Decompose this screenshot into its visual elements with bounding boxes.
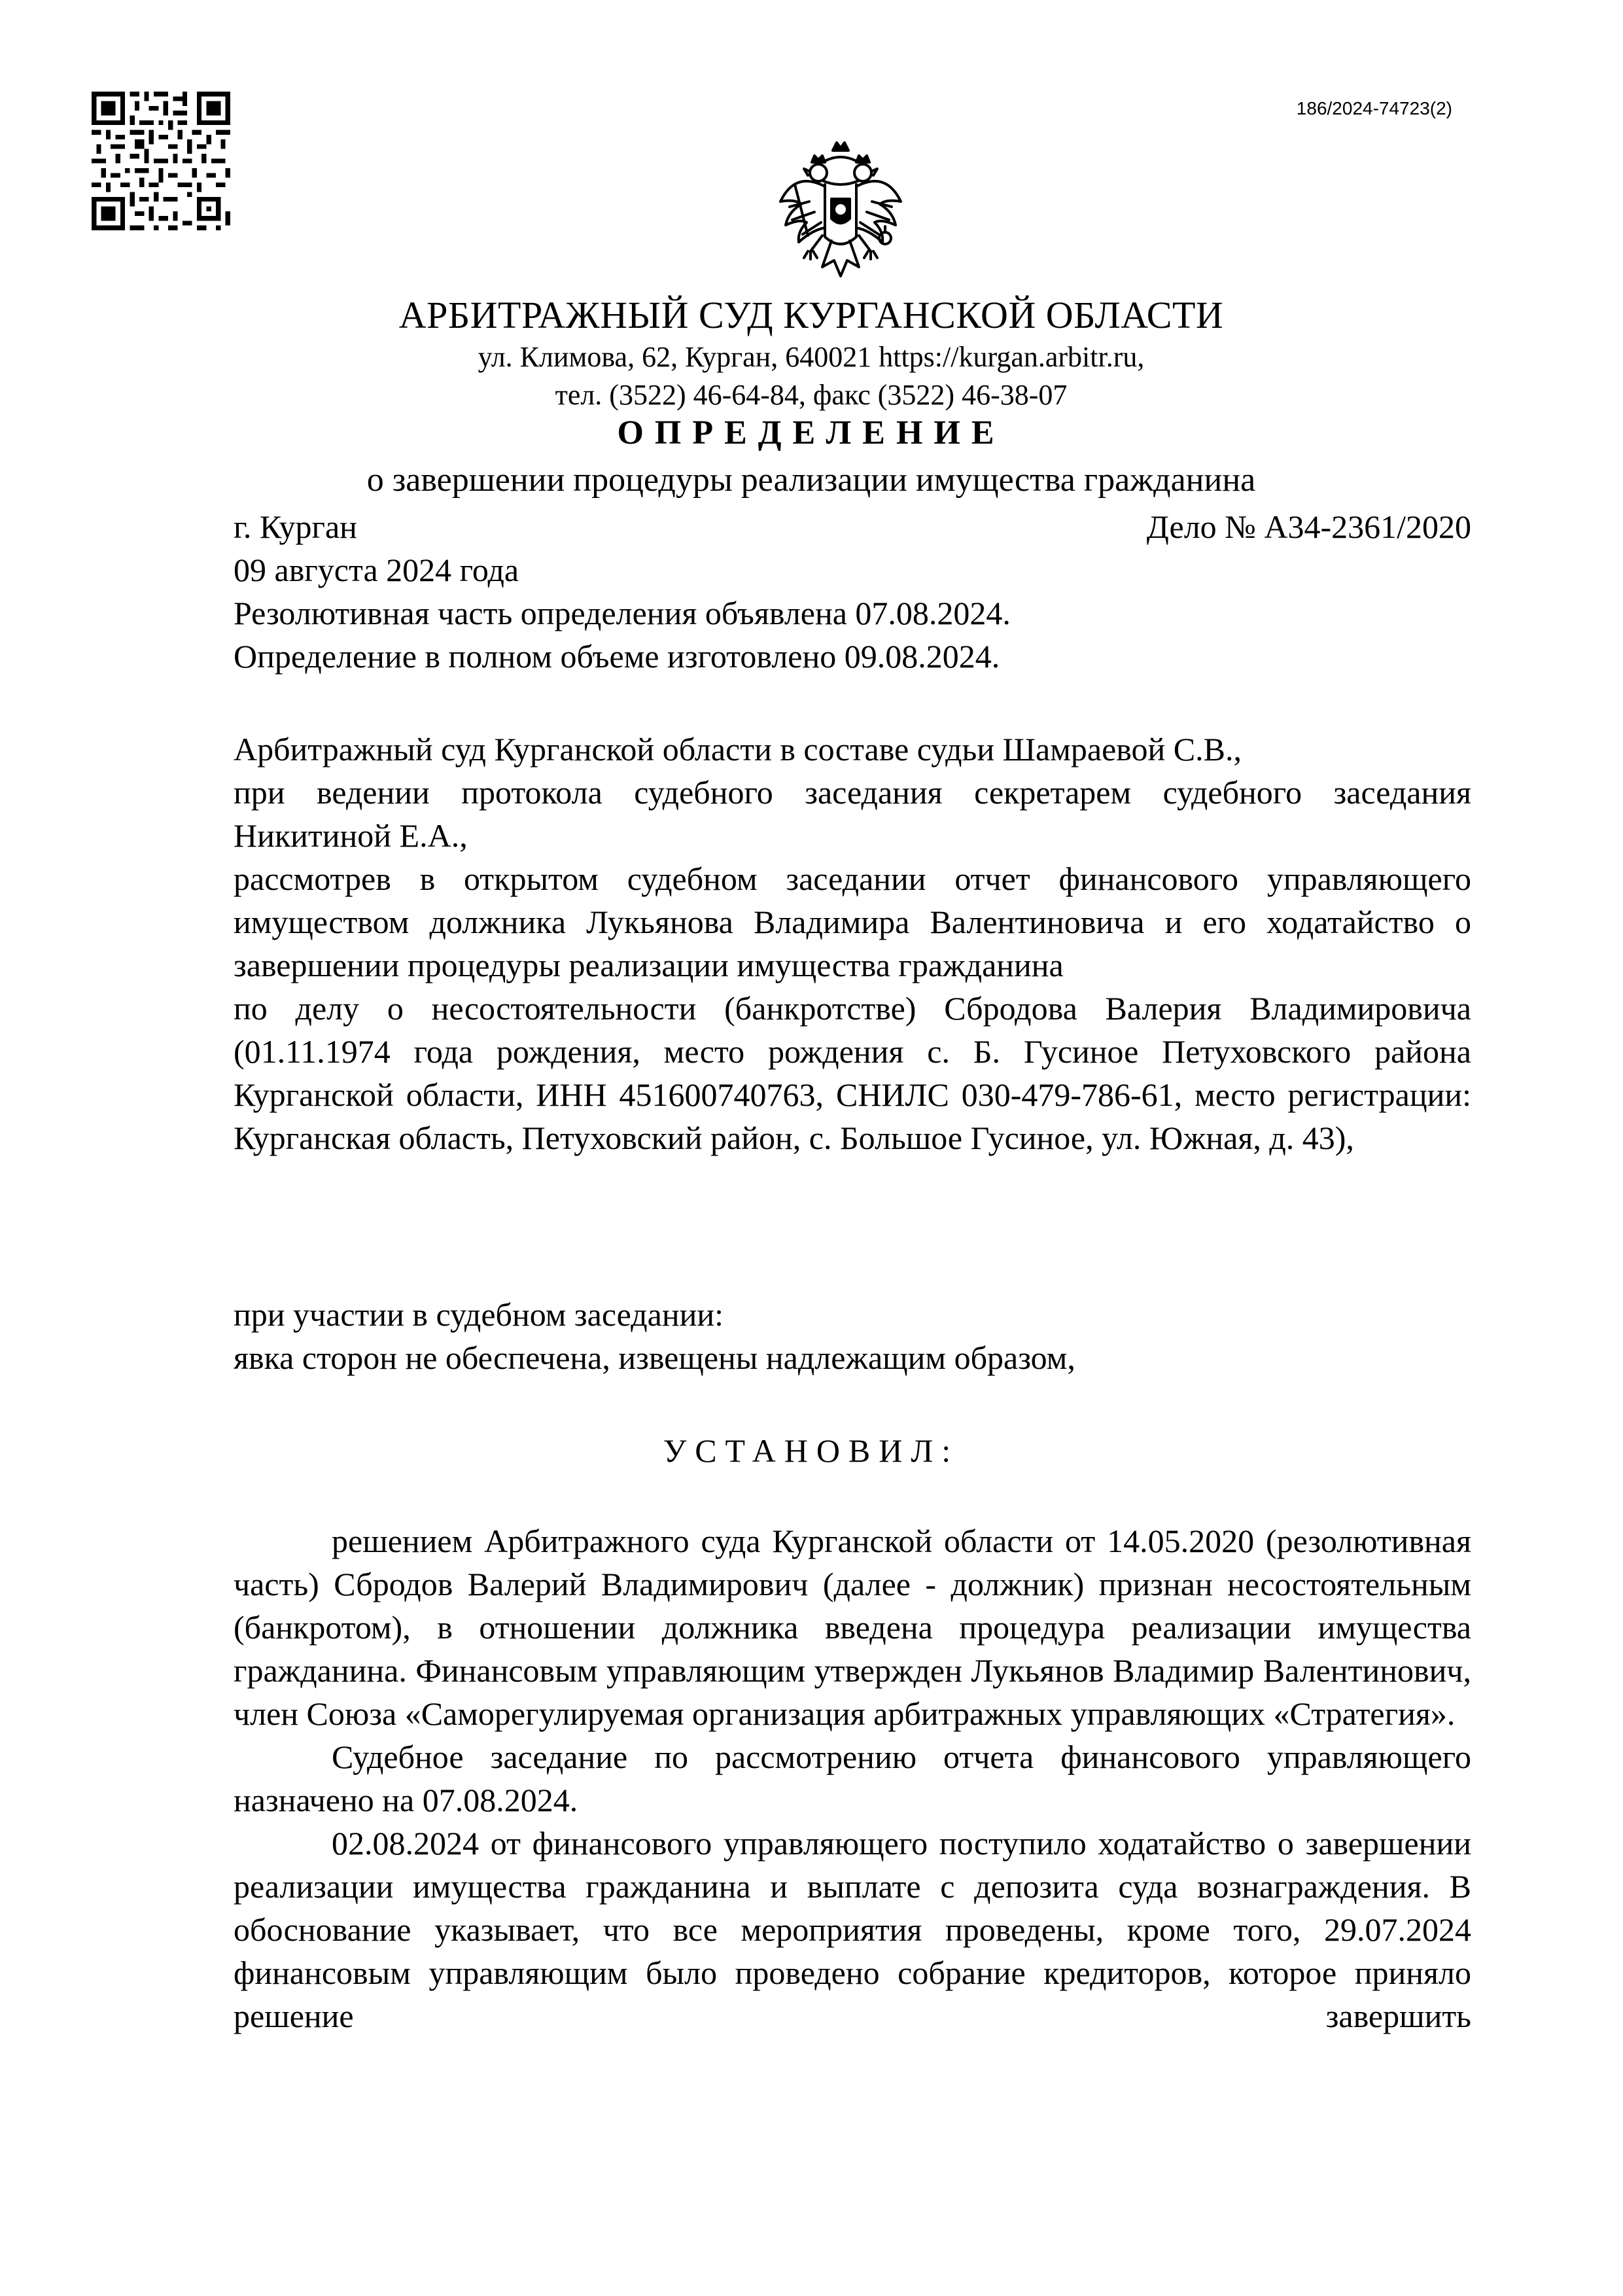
intro-block [234, 728, 1471, 1159]
case-number: Дело № А34-2361/2020 [1146, 508, 1471, 545]
coat-of-arms-icon [769, 139, 913, 289]
full-text-made: Определение в полном объеме изготовлено 09.08.2024. [234, 638, 1000, 675]
case-header [234, 505, 1471, 678]
secretary-paragraph: при ведении протокола судебного заседания секретарем судебного заседания Никитиной Е.А., [234, 774, 1471, 854]
considering-paragraph: рассмотрев в открытом судебном заседании отчет финансового управляющего имуществом должника Лукьянова Владимира Валентиновича и его ходатайство о завершении процедуры реализации имущества гражданина [234, 860, 1471, 983]
document-date: 09 августа 2024 года [234, 552, 519, 588]
case-subject-paragraph: по делу о несостоятельности (банкротстве) Сбродова Валерия Владимировича (01.11.1974 года рождения, место рождения с. Б. Гусиное Петуховского района Курганской области, ИНН 451600740763, СНИЛС 030-479-786-61, место регистрации: Курганская область, Петуховский район, с. Большое Гусиное, ул. Южная, д. 43), [234, 990, 1471, 1156]
resolution-announced: Резолютивная часть определения объявлена 07.08.2024. [234, 595, 1011, 631]
participation-label: при участии в судебном заседании: [234, 1296, 724, 1333]
court-name: АРБИТРАЖНЫЙ СУД КУРГАНСКОЙ ОБЛАСТИ [398, 294, 1224, 336]
paragraph: 02.08.2024 от финансового управляющего поступило ходатайство о завершении реализации имущества гражданина и выплате с депозита суда вознаграждения. В обоснование указывает, что все мероприятия проведены, кроме того, 29.07.2024 финансовым управляющим было проведено собрание кредиторов, которое приняло решение завершить [234, 1825, 1471, 2034]
city: г. Курган [234, 508, 357, 545]
established-body [234, 1519, 1471, 2038]
qr-code-icon [92, 92, 230, 230]
city-case-row [234, 505, 1471, 548]
court-address: ул. Климова, 62, Курган, 640021 https://kurgan.arbitr.ru, [478, 341, 1145, 373]
paragraph: решением Арбитражного суда Курганской области от 14.05.2020 (резолютивная часть) Сбродов Валерий Владимирович (далее - должник) признан несостоятельным (банкротом), в отношении должника введена процедура реализации имущества гражданина. Финансовым управляющим утвержден Лукьянов Владимир Валентинович, член Союза «Саморегулируемая организация арбитражных управляющих «Стратегия». [234, 1523, 1471, 1732]
established-heading: УСТАНОВИЛ: [663, 1432, 960, 1469]
participation-block [234, 1293, 1471, 1379]
document-subtitle: о завершении процедуры реализации имущества гражданина [366, 461, 1256, 499]
document-id: 186/2024-74723(2) [1296, 98, 1452, 118]
document-title: ОПРЕДЕЛЕНИЕ [617, 414, 1005, 451]
court-composition: Арбитражный суд Курганской области в составе судьи Шамраевой С.В., [234, 731, 1242, 768]
court-contacts: тел. (3522) 46-64-84, факс (3522) 46-38-07 [555, 379, 1068, 411]
participation-text: явка сторон не обеспечена, извещены надлежащим образом, [234, 1339, 1075, 1376]
paragraph: Судебное заседание по рассмотрению отчета финансового управляющего назначено на 07.08.2024. [234, 1739, 1471, 1818]
